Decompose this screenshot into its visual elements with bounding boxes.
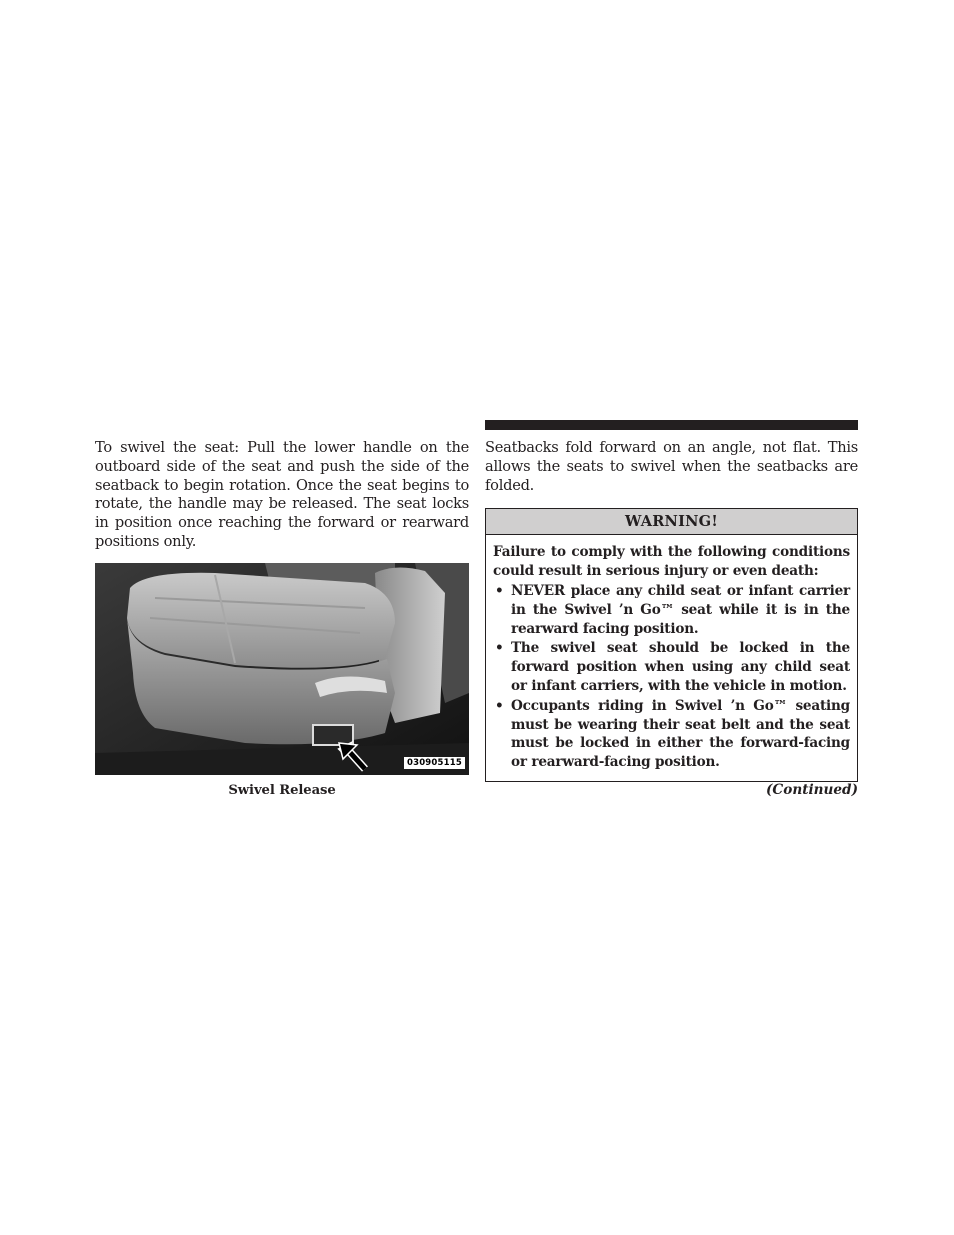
- seatback-fold-paragraph: Seatbacks fold forward on an angle, not flat. This allows the seats to swivel when the seatbacks are folded.: [485, 439, 858, 494]
- warning-title: WARNING!: [486, 509, 857, 535]
- swivel-release-figure: [95, 563, 469, 775]
- bullet-icon: •: [495, 697, 504, 714]
- bullet-icon: •: [495, 640, 504, 657]
- figure-caption: Swivel Release: [228, 782, 336, 798]
- warning-intro: Failure to comply with the following conditions could result in serious injury or even death:: [493, 544, 850, 580]
- warning-item: [493, 697, 850, 772]
- warning-item: [493, 639, 850, 695]
- warning-item: [493, 582, 850, 638]
- swivel-instructions-paragraph: To swivel the seat: Pull the lower handle on the outboard side of the seat and push the side of the seatback to begin rotation. Once the seat begins to rotate, the handle may be released. The seat locks in position once reaching the forward or rearward positions only.: [95, 439, 469, 550]
- continued-label: (Continued): [766, 781, 858, 798]
- section-header-rule: [485, 420, 858, 430]
- warning-body: [486, 535, 857, 781]
- warning-item-text: The swivel seat should be locked in the forward position when using any child seat or infant carriers, with the vehicle in motion.: [511, 640, 850, 694]
- bullet-icon: •: [495, 582, 504, 599]
- right-column: [485, 439, 858, 798]
- figure-image-code: 030905115: [404, 757, 465, 769]
- seat-photo-icon: [95, 563, 469, 775]
- warning-item-text: Occupants riding in Swivel ’n Go™ seating must be wearing their seat belt and the seat must be locked in either the forward-facing or rearward-facing position.: [511, 697, 850, 771]
- left-column: [95, 439, 469, 798]
- warning-box: [485, 508, 858, 782]
- warning-item-text: NEVER place any child seat or infant carrier in the Swivel ’n Go™ seat while it is in the rearward facing position.: [511, 582, 850, 637]
- warning-list: [493, 582, 850, 772]
